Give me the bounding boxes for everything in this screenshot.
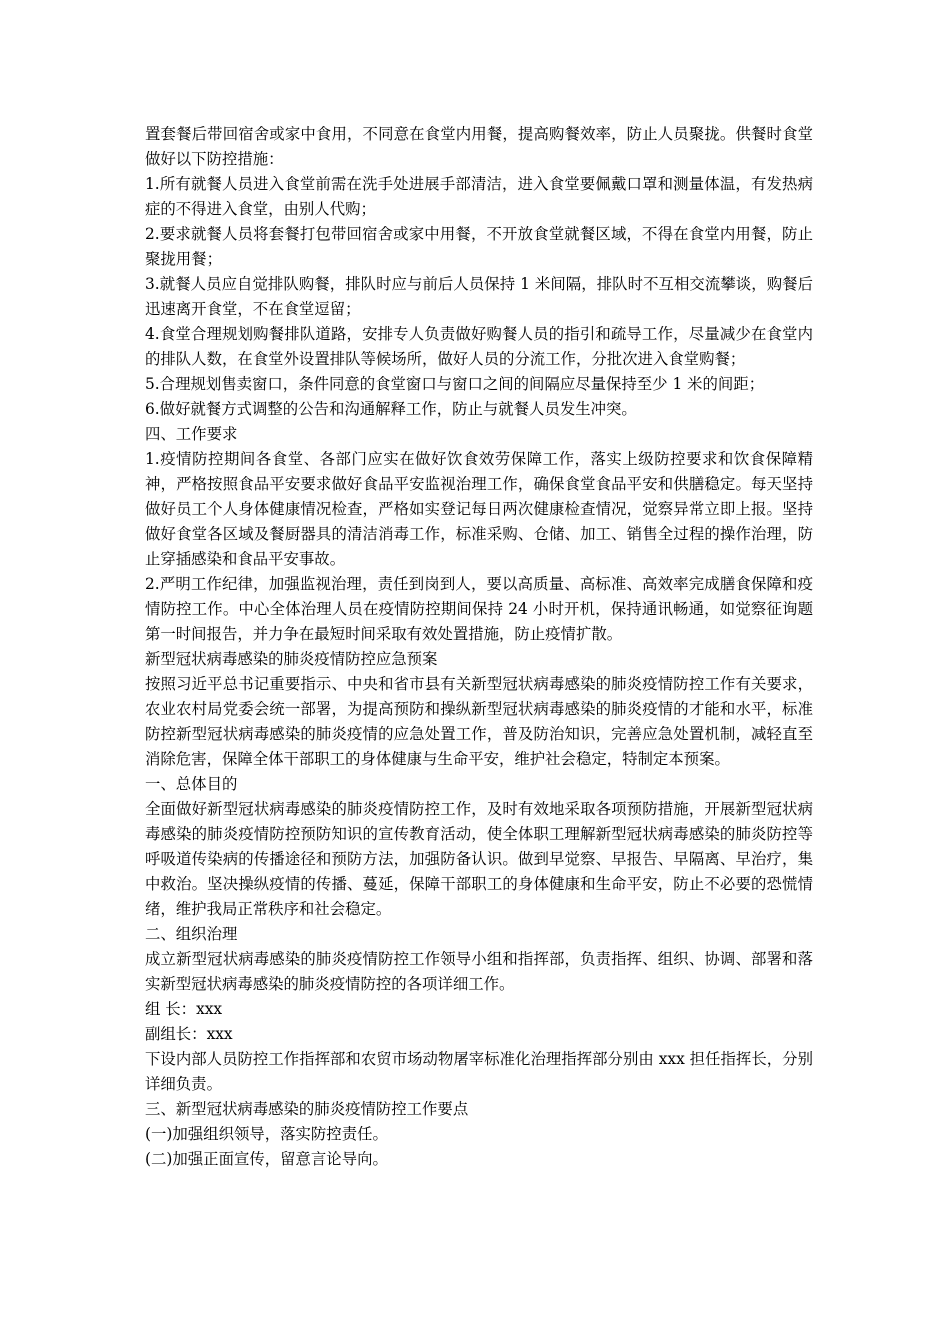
deputy-leader-line: 副组长：xxx (145, 1025, 233, 1043)
list-item-measure-3: 3.就餐人员应自觉排队购餐，排队时应与前后人员保持 1 米间隔，排队时不互相交流攀谈，购餐后迅速离开食堂，不在食堂逗留； (145, 275, 813, 318)
paragraph-plan-preamble: 按照习近平总书记重要指示、中央和省市县有关新型冠状病毒感染的肺炎疫情防控工作有关要求，农业农村局党委会统一部署，为提高预防和操纵新型冠状病毒感染的肺炎疫情的才能和水平，标准防控新型冠状病毒感染的肺炎疫情的应急处置工作，普及防治知识，完善应急处置机制，减轻直至消除危害，保障全体干部职工的身体健康与生命平安，维护社会稳定，特制定本预案。 (145, 675, 813, 768)
list-item-measure-4: 4.食堂合理规划购餐排队道路，安排专人负责做好购餐人员的指引和疏导工作，尽量减少在食堂内的排队人数，在食堂外设置排队等候场所，做好人员的分流工作，分批次进入食堂购餐； (145, 325, 813, 368)
list-item-key-point-2: (二)加强正面宣传，留意言论导向。 (145, 1150, 388, 1168)
list-item-measure-1: 1.所有就餐人员进入食堂前需在洗手处进展手部清洁，进入食堂要佩戴口罩和测量体温，有发热病症的不得进入食堂，由别人代购； (145, 175, 813, 218)
paragraph-organization: 成立新型冠状病毒感染的肺炎疫情防控工作领导小组和指挥部，负责指挥、组织、协调、部署和落实新型冠状病毒感染的肺炎疫情防控的各项详细工作。 (145, 950, 813, 993)
document-page (145, 122, 813, 1172)
list-item-measure-6: 6.做好就餐方式调整的公告和沟通解释工作，防止与就餐人员发生冲突。 (145, 400, 637, 418)
paragraph-meal-pickup: 置套餐后带回宿舍或家中食用，不同意在食堂内用餐，提高购餐效率，防止人员聚拢。供餐时食堂做好以下防控措施： (145, 125, 813, 168)
section-heading-overall-goal: 一、总体目的 (145, 775, 238, 793)
team-leader-line: 组 长：xxx (145, 1000, 223, 1018)
list-item-key-point-1: (一)加强组织领导，落实防控责任。 (145, 1125, 388, 1143)
list-item-measure-5: 5.合理规划售卖窗口，条件同意的食堂窗口与窗口之间的间隔应尽量保持至少 1 米的间距； (145, 375, 765, 393)
section-heading-organization: 二、组织治理 (145, 925, 238, 943)
list-item-requirement-2: 2.严明工作纪律，加强监视治理，责任到岗到人，要以高质量、高标准、高效率完成膳食保障和疫情防控工作。中心全体治理人员在疫情防控期间保持 24 小时开机，保持通讯畅通，如觉察征询题第一时间报告，并力争在最短时间采取有效处置措施，防止疫情扩散。 (145, 575, 813, 643)
list-item-requirement-1: 1.疫情防控期间各食堂、各部门应实在做好饮食效劳保障工作，落实上级防控要求和饮食保障精神，严格按照食品平安要求做好食品平安监视治理工作，确保食堂食品平安和供膳稳定。每天坚持做好员工个人身体健康情况检查，严格如实登记每日两次健康检查情况，觉察异常立即上报。坚持做好食堂各区域及餐厨器具的清洁消毒工作，标准采购、仓储、加工、销售全过程的操作治理，防止穿插感染和食品平安事故。 (145, 450, 813, 568)
list-item-measure-2: 2.要求就餐人员将套餐打包带回宿舍或家中用餐，不开放食堂就餐区域，不得在食堂内用餐，防止聚拢用餐； (145, 225, 813, 268)
paragraph-sub-commands: 下设内部人员防控工作指挥部和农贸市场动物屠宰标准化治理指挥部分别由 xxx 担任指挥长，分别详细负责。 (145, 1050, 813, 1093)
paragraph-overall-goal: 全面做好新型冠状病毒感染的肺炎疫情防控工作，及时有效地采取各项预防措施，开展新型冠状病毒感染的肺炎疫情防控预防知识的宣传教育活动，使全体职工理解新型冠状病毒感染的肺炎防控等呼吸道传染病的传播途径和预防方法，加强防备认识。做到早觉察、早报告、早隔离、早治疗，集中救治。坚决操纵疫情的传播、蔓延，保障干部职工的身体健康和生命平安，防止不必要的恐慌情绪，维护我局正常秩序和社会稳定。 (145, 800, 813, 918)
section-heading-work-requirements: 四、工作要求 (145, 425, 238, 443)
section-heading-key-points: 三、新型冠状病毒感染的肺炎疫情防控工作要点 (145, 1100, 469, 1118)
document-title-emergency-plan: 新型冠状病毒感染的肺炎疫情防控应急预案 (145, 650, 438, 668)
